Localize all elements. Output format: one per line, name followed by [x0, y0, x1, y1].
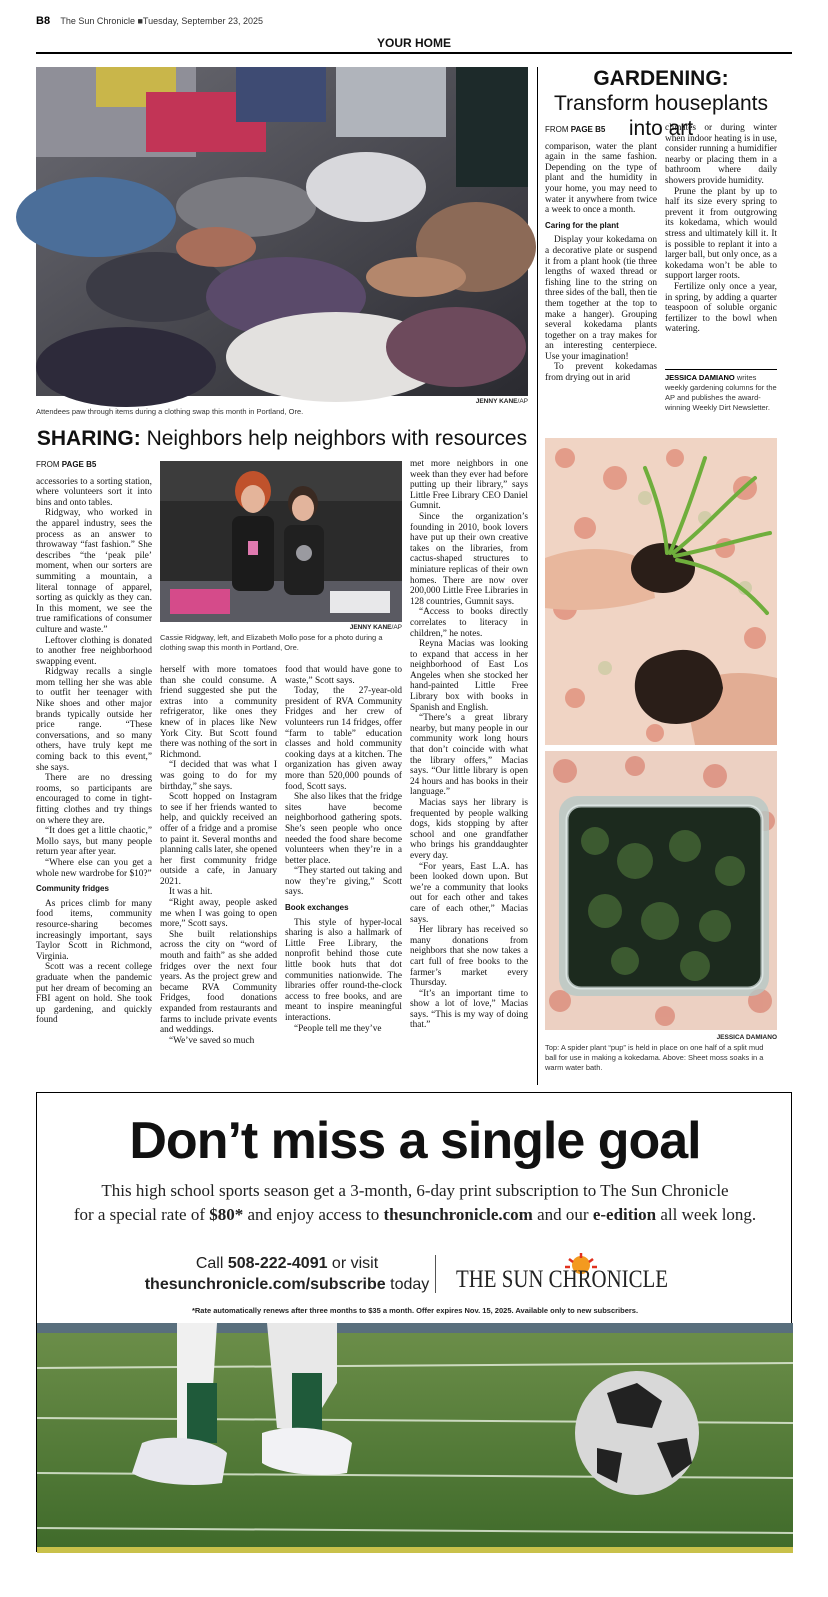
subhead-book-exchanges: Book exchanges	[285, 903, 349, 913]
subhead-community-fridges: Community fridges	[36, 884, 109, 894]
clothing-swap-photo	[36, 67, 528, 396]
ad-separator	[435, 1255, 436, 1293]
ad-call-to-action[interactable]: Call 508-222-4091 or visit thesunchronicle.com/subscribe today	[144, 1255, 430, 1293]
ad-fine-print: *Rate automatically renews after three months to $35 a month. Offer expires Nov. 15, 2025. Available only to new subscribers.	[191, 1306, 639, 1315]
top-photo-credit: JENNY KANE/AP	[475, 398, 528, 405]
folio-date: Tuesday, September 23, 2025	[142, 16, 263, 26]
paper-name: The Sun Chronicle	[60, 16, 135, 26]
soccer-photo	[37, 1323, 793, 1553]
top-photo-caption: Attendees paw through items during a clothing swap this month in Portland, Ore.	[36, 407, 304, 416]
ad-phone[interactable]: 508-222-4091	[227, 1255, 328, 1272]
sharing-column-2: herself with more tomatoes than she could consume. A friend suggested she put the extras into a community refrigerator, like ones they knew of in places like New York City. But Scott found there was nothing of the sort in Richmond. “I decided that was what I was going to do for my birthday,” she says. Scott hopped on Instagram to see if her friends wanted to help, and quickly received an offer of a fridge and a promise to paint it. Several months and planning calls later, she opened her first community fridge outside a cafe, in January 2021. It was a hit. “Right away, people asked me when I was going to open more,” Scott says. She built relationships across the city on “word of mouth and faith” as she added fridges over the next four years. As the project grew and became RVA Community Fridges, food donations expanded from restaurants and farms to include private events and weddings. “We’ve saved so much	[160, 665, 277, 1046]
sharing-headline: SHARING: Neighbors help neighbors with resources	[36, 427, 528, 450]
section-title: YOUR HOME	[376, 36, 451, 50]
subscription-ad[interactable]	[36, 1092, 792, 1552]
gardening-column-1: FROM PAGE B5 comparison, water the plant again in the same fashion. Depending on the type of plant and the humidity in your home, you may need to water it anywhere from twice a week to once a month. Caring for the plant Display your kokedama on a decorative plate or suspend it from a plant hook (tie three lengths of waxed thread or fishing line to the string on three sides of the ball, then tie them together at the top to make a hanger). Grouping several kokedama plants together on a tray makes for an interesting centerpiece. Use your imagination! To prevent kokedamas from drying out in arid	[545, 125, 657, 384]
folio-square-icon: ■	[137, 16, 143, 26]
author-bio: JESSICA DAMIANO writes weekly gardening columns for the AP and publishes the award-winning Weekly Dirt Newsletter.	[665, 373, 777, 412]
sheet-moss-photo	[545, 751, 777, 1030]
spider-plant-photo	[545, 438, 777, 745]
subhead-caring-for-plant: Caring for the plant	[545, 220, 619, 230]
ad-headline: Don’t miss a single goal	[129, 1112, 701, 1170]
bio-rule	[665, 369, 777, 370]
gardening-photo-caption: Top: A spider plant “pup” is held in place on one half of a split mud ball for use in making a kokedama. Above: Sheet moss soaks in a warm water bath.	[545, 1043, 764, 1072]
sharing-photo-credit: JENNY KANE/AP	[349, 624, 402, 631]
sharing-column-3: food that would have gone to waste,” Scott says. Today, the 27-year-old president of RVA Community Fridges and her crew of volunteers run 14 fridges, offer “farm to table” education classes and hold community cooking days at a kitchen. The organization has given away more than 520,000 pounds of food, Scott says. She also likes that the fridge sites have become neighborhood gathering spots. She’s seen people who once needed the food share become volunteers when they’re in a better place. “They started out taking and now they’re giving,” Scott says. Book exchanges This style of hyper-local sharing is also a hallmark of Little Free Library, the nonprofit behind those cute little book huts that dot communities nationwide. The libraries offer round-the-clock access to free books, and are meant to inspire meaningful interactions. “People tell me they’ve	[285, 665, 402, 1034]
folio-line	[36, 15, 792, 29]
gardening-column-2: climates or during winter when indoor heating is in use, consider running a humidifier nearby or placing them in a bathroom where daily showers provide humidity. Prune the plant by up to half its size every spring to prevent it from outgrowing its kokedama, which would stress and ultimately kill it. It is possible to replant it into a larger ball, but only once, as a kokedama won’t be able to support larger roots. Fertilize only once a year, in spring, by adding a quarter teaspoon of soluble organic fertilizer to the bowl when watering.	[665, 123, 777, 335]
top-rule	[36, 52, 792, 54]
gardening-headline: GARDENING: Transform houseplants into art	[554, 67, 768, 140]
sharing-column-1: FROM PAGE B5 accessories to a sorting station, where volunteers sort it into bins and onto tables. Ridgway, who worked in the apparel industry, sees the process as an answer to throwaway “fast fashion.” She describes “the ‘peak pile’ moment, when our sorters are summiting a mountain, a literal tonnage of apparel, sorting as quickly as they can. In this moment, we see the true ramifications of consumer culture and waste.” Leftover clothing is donated to another free neighborhood swapping event. Ridgway recalls a single mom telling her she was able to outfit her teenager with Nike shoes and other major brands typically outside her price range. “These conversations, and so many others, have truly kept me coming back to this event,” she says. There are no dressing rooms, so participants are encouraged to come in tight-fitting clothes and try things on where they are. “It does get a little chaotic,” Mollo says, but many people return year after year. “Where else can you get a whole new wardrobe for $10?” Community fridges As prices climb for many food items, community resource-sharing becomes increasingly important, says Taylor Scott in Richmond, Virginia. Scott was a recent college graduate when the pandemic put her dream of becoming an FBI agent on hold. She took up gardening, and quickly found	[36, 460, 152, 1026]
ad-url[interactable]: thesunchronicle.com/subscribe	[144, 1276, 386, 1293]
page-number: B8	[36, 15, 51, 27]
sharing-jump-line: FROM PAGE B5	[36, 460, 97, 469]
ad-body: This high school sports season get a 3-month, 6-day print subscription to The Sun Chronicle for a special rate of $80* and enjoy access to thesunchronicle.com and our e-edition all week long.	[73, 1181, 757, 1224]
gardening-photo-credit: JESSICA DAMIANO	[716, 1034, 777, 1041]
sharing-photo-caption: Cassie Ridgway, left, and Elizabeth Mollo pose for a photo during a clothing swap this month in Portland, Ore.	[160, 633, 383, 652]
gardening-jump-line: FROM PAGE B5	[545, 125, 606, 134]
sun-chronicle-logo	[447, 1255, 677, 1293]
sharing-column-4: met more neighbors in one week than they ever had before putting up their library,” says Little Free Library CEO Daniel Gumnit. Since the organization’s founding in 2010, book lovers have put up their own creative takes on the libraries, from cactus-shaped structures to miniature replicas of their own homes. There are now over 200,000 Little Free Libraries in 128 countries, Gumnit says. “Access to books directly correlates to literacy in children,” he notes. Reyna Macias was looking to expand that access in her neighborhood of East Los Angeles when she stocked her hand-painted Little Free Library box with books in Spanish and English. “There’s a great library nearby, but many people in our community work long hours that don’t coincide with what the library offers,” Macias says. “Our little library is open 24 hours and has books in their language.” Macias says her library is frequented by people walking dogs, kids stopping by after school and one grandfather who brings his granddaughter every day. “For years, East L.A. has been looked down upon. But we’re a community that looks out for each other and takes care of each other,” Macias says. Her library has received so many donations from neighbors that she now takes a cart full of free books to the farmer’s market every Thursday. “It’s an important time to show a lot of love,” Macias says. “This is my way of doing that.”	[410, 459, 528, 1031]
ridgway-mollo-photo	[160, 461, 402, 622]
column-divider	[537, 67, 538, 1085]
svg-text:THE SUN CHRONICLE: THE SUN CHRONICLE	[456, 1266, 668, 1293]
